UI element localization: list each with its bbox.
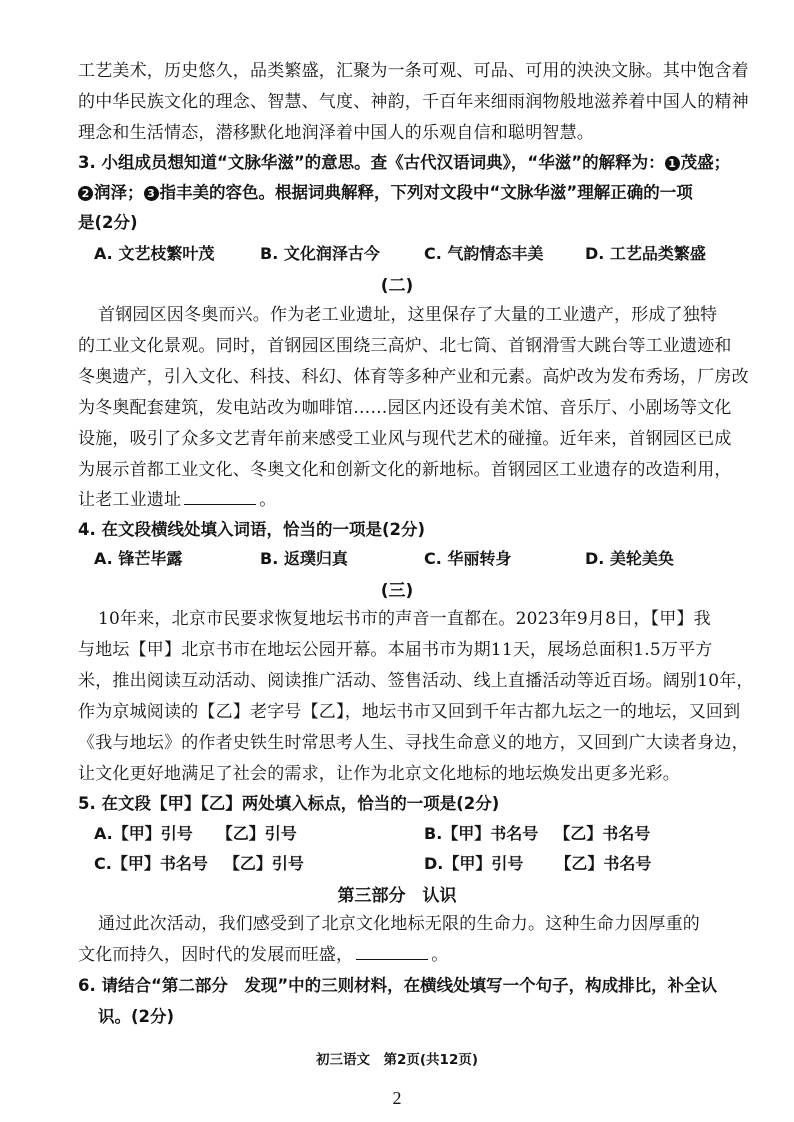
section-3-line-1: 10年来，北京市民要求恢复地坛书市的声音一直都在。2023年9月8日，【甲】我 [98, 609, 711, 629]
q5-option-c-second: 【乙】引号 [223, 854, 304, 873]
q4-option-b[interactable]: B. 返璞归真 [260, 549, 348, 568]
page-footer-label: 初三语文 第2页(共12页) [315, 1052, 479, 1068]
q5-option-b-first: 【甲】书名号 [442, 824, 539, 843]
q3-option-a[interactable]: A. 文艺枝繁叶茂 [94, 244, 215, 263]
q3-stem-line-1 [78, 150, 731, 176]
q5-option-b[interactable] [424, 821, 650, 844]
q6-stem-line-2: 识。(2分) [98, 1007, 175, 1026]
q5-option-b-second: 【乙】书名号 [554, 824, 651, 843]
q3-def-3: 指丰美的容色。根据词典解释，下列对文段中“文脉华滋”理解正确的一项 [159, 183, 693, 202]
q4-option-d[interactable]: D. 美轮美奂 [585, 549, 674, 568]
q3-stem-line-3: 是(2分) [78, 213, 138, 232]
section-2-line-1: 首钢园区因冬奥而兴。作为老工业遗址，这里保存了大量的工业遗产，形成了独特 [98, 305, 718, 325]
q3-option-c[interactable]: C. 气韵情态丰美 [424, 244, 544, 263]
q3-option-b[interactable]: B. 文化润泽古今 [260, 244, 380, 263]
section-3-line-5: 《我与地坛》的作者史铁生时常思考人生、寻找生命意义的地方，又回到广大读者身边， [78, 733, 749, 753]
q3-stem-text: 3. 小组成员想知道“文脉华滋”的意思。查《古代汉语词典》，“华滋”的解释为： [78, 153, 665, 172]
section-2-line-6: 为展示首都工业文化、冬奥文化和创新文化的新地标。首钢园区工业遗存的改造利用， [78, 460, 732, 480]
q5-option-b-letter: B. [424, 824, 443, 843]
section-2-line-7 [78, 487, 718, 513]
section-2-last-suffix: 。 [259, 490, 277, 510]
section-2-line-2: 的工业文化景观。同时，首钢园区围绕三高炉、北七筒、首钢滑雪大跳台等工业遗迹和 [78, 336, 732, 356]
number-2-marker: 2 [78, 186, 93, 201]
intro-line-1: 工艺美术，历史悠久，品类繁盛，汇聚为一条可观、可品、可用的泱泱文脉。其中饱含着 [78, 61, 749, 81]
fill-blank-q4[interactable] [184, 488, 256, 505]
q5-option-a-second: 【乙】引号 [216, 824, 297, 843]
part-3-line-1: 通过此次活动，我们感受到了北京文化地标无限的生命力。这种生命力因厚重的 [98, 914, 700, 934]
section-2-last-prefix: 让老工业遗址 [78, 490, 182, 510]
section-2-line-3: 冬奥遗产，引入文化、科技、科幻、体育等多种产业和元素。高炉改为发布秀场，厂房改 [78, 367, 749, 387]
part-3-heading: 第三部分 认识 [337, 886, 457, 906]
q5-option-a-letter: A. [94, 824, 113, 843]
q4-option-c[interactable]: C. 华丽转身 [424, 549, 512, 568]
q6-stem-line-1: 6. 请结合“第二部分 发现”中的三则材料，在横线处填写一个句子，构成排比，补全认 [78, 976, 718, 995]
q3-option-d[interactable]: D. 工艺品类繁盛 [585, 244, 706, 263]
q3-def-1: 茂盛； [680, 153, 731, 172]
fill-blank-q6[interactable] [356, 943, 428, 960]
part-3-line-2-suffix: 。 [431, 945, 449, 965]
q5-option-c-first: 【甲】书名号 [111, 854, 208, 873]
number-1-marker: 1 [665, 156, 680, 171]
section-2-line-5: 设施，吸引了众多文艺青年前来感受工业风与现代艺术的碰撞。近年来，首钢园区已成 [78, 429, 732, 449]
q5-option-d[interactable] [424, 851, 651, 874]
q3-def-2: 润泽； [94, 183, 144, 202]
page-number: 2 [392, 1088, 402, 1108]
section-3-line-2: 与地坛【甲】北京书市在地坛公园开幕。本届书市为期11天，展场总面积1.5万平方 [78, 640, 713, 660]
part-3-line-2 [78, 942, 718, 968]
section-3-line-3: 米，推出阅读互动活动、阅读推广活动、签售活动、线上直播活动等近百场。阔别10年， [78, 671, 754, 691]
section-2-line-4: 为冬奥配套建筑，发电站改为咖啡馆……园区内还设有美术馆、音乐厅、小剧场等文化 [78, 398, 732, 418]
intro-line-2: 的中华民族文化的理念、智慧、气度、神韵，千百年来细雨润物般地滋养着中国人的精神 [78, 92, 749, 112]
section-3-line-4: 作为京城阅读的【乙】老字号【乙】，地坛书市又回到千年古都九坛之一的地坛，又回到 [78, 702, 741, 722]
q5-stem: 5. 在文段【甲】【乙】两处填入标点，恰当的一项是(2分) [78, 794, 500, 813]
q5-option-d-second: 【乙】书名号 [555, 854, 652, 873]
q5-option-d-letter: D. [424, 854, 444, 873]
q3-stem-line-2 [78, 180, 718, 206]
q5-option-c-letter: C. [94, 854, 112, 873]
q5-option-a[interactable] [94, 821, 297, 844]
q5-option-d-first: 【甲】引号 [443, 854, 524, 873]
q5-option-a-first: 【甲】引号 [112, 824, 193, 843]
q4-option-a[interactable]: A. 锋芒毕露 [94, 549, 183, 568]
number-3-marker: 3 [144, 186, 159, 201]
intro-line-3: 理念和生活情态，潜移默化地润泽着中国人的乐观自信和聪明智慧。 [78, 123, 594, 143]
section-3-line-6: 让文化更好地满足了社会的需求，让作为北京文化地标的地坛焕发出更多光彩。 [78, 764, 680, 784]
section-2-heading: (二) [380, 276, 414, 296]
part-3-line-2-prefix: 文化而持久，因时代的发展而旺盛， [78, 945, 354, 965]
q4-stem: 4. 在文段横线处填入词语，恰当的一项是(2分) [78, 520, 426, 539]
q5-option-c[interactable] [94, 851, 304, 874]
section-3-heading: (三) [380, 581, 414, 601]
